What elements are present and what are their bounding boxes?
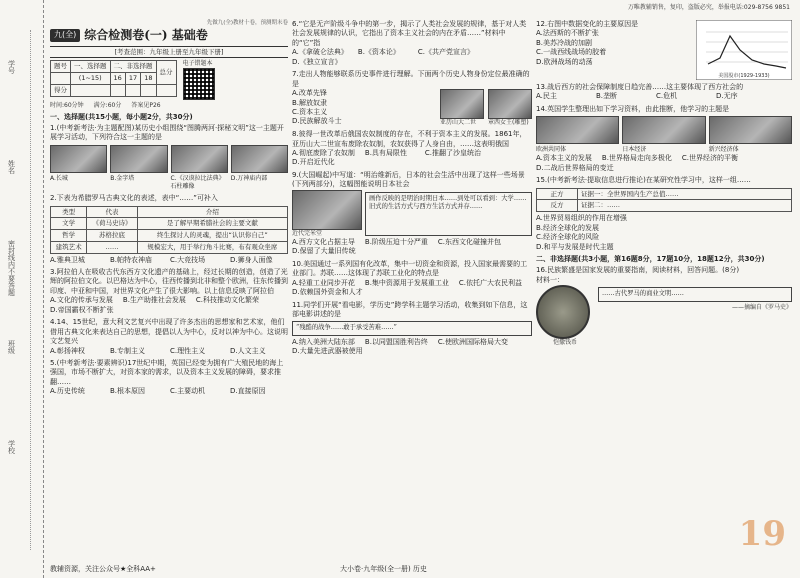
score-cell: 题号 — [51, 61, 71, 73]
question-text: 16.民族繁盛是国家发展的重要指南，阅读材料，回答问题。(8分) — [536, 266, 740, 275]
option-b[interactable]: B.世界格局走向多极化 — [601, 154, 672, 163]
table-cell: 规模宏大，用于举行角斗比赛，布有观众坐席 — [137, 241, 287, 253]
table-cell: 哲学 — [51, 230, 87, 242]
options — [292, 48, 532, 67]
options — [536, 92, 792, 101]
option-d[interactable]: D.和平与发展是时代主题 — [536, 242, 614, 251]
portrait-2 — [488, 89, 532, 127]
option-d[interactable]: D.民族解放斗士 — [292, 117, 342, 126]
option-a[interactable]: A.西方文化占据主导 — [292, 237, 355, 246]
option-c[interactable]: C.推翻了沙皇统治 — [424, 149, 482, 158]
option-b[interactable]: B.集中资源用于发展重工业 — [364, 278, 449, 287]
option-d[interactable]: D.依赖国外资金和人才 — [292, 288, 363, 297]
material-box: “残酷的战争……敢于承受苦难……” — [292, 321, 532, 336]
photo-great-wall — [50, 145, 107, 173]
question-text: 9.(大国崛起)中写道：“明治维新后，日本的社会生活中出现了这样一些场景(下列两部分)，这幅图能说明日本社会 — [292, 170, 525, 189]
copyright-note: 万唯教辅销售，复印，盗版必究，举报电话:029-8756 9851 — [627, 4, 790, 11]
header-note: 先做九(全)教材十卷，预测期末卷 — [206, 20, 288, 26]
portrait-photo — [440, 89, 484, 119]
time-limit: 时间:60分钟 — [50, 102, 84, 110]
score-area — [50, 60, 288, 100]
option-c[interactable]: C.经济全球化的风险 — [536, 233, 600, 242]
table-cell: 证据二：…… — [577, 200, 791, 212]
table-cell: 介绍 — [137, 206, 287, 218]
option-d[interactable]: D.帝国霸权不断扩张 — [50, 305, 114, 314]
option-a[interactable]: A.纳入美洲大陆东部 — [292, 337, 355, 346]
options — [536, 29, 692, 67]
options — [292, 89, 436, 127]
painting — [292, 190, 362, 238]
material-source: ——摘编自《罗马史》 — [731, 303, 792, 311]
option-d[interactable]: D.人文主义 — [230, 346, 266, 355]
option-c[interactable]: C.科技推动文化繁荣 — [195, 296, 260, 305]
table-cell: 是了解早期希腊社会的主要文献 — [137, 218, 287, 230]
coin-icon — [536, 285, 590, 339]
option-c[interactable]: C.世界经济的平衡 — [681, 154, 739, 163]
chart-frame — [696, 20, 792, 80]
option-a[interactable]: A.历史传统 — [50, 387, 85, 396]
evidence-table — [536, 188, 792, 213]
option-c[interactable]: C.危机 — [656, 92, 678, 101]
option-d[interactable]: D.欧洲战场的动荡 — [536, 57, 593, 66]
question-text: 1.(中考新考法·为主题配图)某历史小组围绕“图腾两河·探秘文明”这一主题开展学习活动，下列符合这一主题的是 — [50, 124, 284, 142]
table-cell: 建筑艺术 — [51, 241, 87, 253]
caption: 欧洲共同体 — [536, 146, 567, 154]
portrait-1 — [440, 89, 484, 127]
question-text: 6.“它是无产阶级斗争中的第一步，揭示了人类社会发展的规律，基于对人类社会发展规律的认识，它指出了资本主义社会的内在矛盾……”材料中的“它”指 — [292, 20, 527, 47]
option-a[interactable]: A.资本主义的发展 — [536, 154, 592, 163]
option-c[interactable]: C.理性主义 — [170, 346, 206, 355]
option-b[interactable]: B.生产助推社会发展 — [122, 296, 186, 305]
question-text: 7.走出人物能够联系历史事件进行理解。下面两个历史人物身份定位最准确的是 — [292, 70, 530, 88]
score-input-cell[interactable] — [156, 84, 176, 96]
option-a[interactable]: A.《拿破仑法典》 — [292, 48, 348, 57]
question-text: 3.阿拉伯人在吸收古代东西方文化遗产的基础上，经过长期的创造，创造了光辉的阿拉伯文化。以巴格达为中心，往西传播到北非和整个欧洲，往东传播到印度、中亚和中国，对世界文化产生了很大影响。以上信息反映了阿拉伯 — [50, 268, 288, 295]
chart-legend: 美国股市(1929-1933) — [718, 73, 770, 79]
strip-label-name: 姓名 — [7, 160, 16, 174]
options — [292, 238, 532, 257]
photo-hammurabi-stele — [171, 145, 228, 173]
question-text: 5.(中考新考法·要素辨识)17世纪中期，英国已经变为拥有广大殖民地的海上强国，市场不断扩大，对资本家的需求，以及资本主义发展的障碍，要求推翻…… — [50, 358, 284, 386]
score-input-cell[interactable] — [110, 84, 125, 96]
option-c[interactable]: C.东西文化碰撞并包 — [437, 237, 502, 246]
option-d[interactable]: D.开启近代化 — [292, 158, 335, 167]
section-1-title: 一、选择题(共15小题，每小题2分，共30分) — [50, 112, 193, 121]
coin-caption: 恺撒钱币 — [552, 339, 577, 347]
time-line — [50, 102, 288, 110]
option-label[interactable]: B.金字塔 — [110, 174, 135, 182]
question-text: 14.英国学生整理出如下学习资料，由此推断，他学习的主题是 — [536, 104, 730, 113]
photo-2 — [622, 116, 705, 144]
option-b[interactable]: B.专制主义 — [110, 346, 146, 355]
portrait-caption: 亚历山大二世 — [440, 119, 477, 127]
painting-caption: 近代完米堂 — [292, 229, 323, 237]
column-1 — [50, 20, 288, 400]
options — [292, 149, 532, 168]
q9-material — [292, 190, 532, 238]
option-a[interactable]: A.世界贸易组织的作用在增强 — [536, 214, 627, 223]
question-12 — [536, 20, 792, 80]
material-label: 材料一： — [536, 275, 564, 284]
photo-pyramid — [110, 145, 167, 173]
question-text: 4.14、15世纪，意大利文艺复兴中出现了许多杰出的思想家和艺术家，他们借用古典文化来表达自己的思想，提倡以人为中心，反对以神为中心。这说明文艺复兴 — [50, 318, 288, 346]
score-input-cell[interactable] — [125, 84, 140, 96]
section-2-title: 二、非选择题(共3小题，第16题8分，17题10分，18题12分，共30分) — [536, 255, 765, 263]
table-cell: 正方 — [537, 188, 578, 200]
option-a[interactable]: A.文化的传承与发展 — [50, 296, 113, 305]
option-label[interactable]: D.万神庙内部 — [230, 174, 268, 182]
options — [292, 338, 532, 357]
culture-table — [50, 206, 288, 254]
question-text: 8.彼得一世改革后俄国农奴制度的存在，不利于资本主义的发展。1861年，亚历山大二世宣布废除农奴制，农奴获得了人身自由，……这表明俄国 — [292, 130, 527, 148]
score-cell: 得分 — [51, 84, 71, 96]
option-d[interactable]: D.保留了大量旧传统 — [292, 247, 356, 256]
options — [50, 387, 288, 396]
option-b[interactable]: B.以同盟国胜利告终 — [364, 337, 428, 346]
qr-block — [183, 60, 215, 100]
question-1 — [50, 124, 288, 191]
strip-label-school: 学校 — [7, 440, 16, 454]
options — [536, 214, 792, 252]
option-d[interactable]: D.二战后世界格局的变迁 — [536, 163, 614, 172]
material-text — [598, 285, 792, 347]
grade-badge: 九(全) — [50, 29, 80, 42]
strip-label-seal: 密封线内不要答题 — [7, 240, 16, 296]
table-cell: 代表 — [87, 206, 137, 218]
option-a[interactable]: A.民主 — [536, 92, 557, 101]
option-a[interactable]: A.彰扬神权 — [50, 346, 85, 355]
question-4 — [50, 318, 288, 356]
question-5 — [50, 359, 288, 397]
option-c[interactable]: C.《共产党宣言》 — [417, 48, 475, 57]
option-d[interactable]: D.狮身人面像 — [230, 255, 273, 264]
option-a[interactable]: A.法西斯的不断扩张 — [536, 29, 599, 38]
table-cell: 文学 — [51, 218, 87, 230]
question-15 — [536, 176, 792, 252]
stock-line-chart — [696, 20, 792, 80]
statue-photo — [488, 89, 532, 119]
option-d[interactable]: D.大量先进武器被使用 — [292, 347, 363, 356]
table-cell: 苏格拉底 — [87, 230, 137, 242]
question-14 — [536, 105, 792, 173]
question-text: 15.(中考新考法·提取信息进行推论)在某研究性学习中，这样一组…… — [536, 176, 751, 185]
option-b[interactable]: B.根本原因 — [110, 387, 146, 396]
full-score: 满分:60分 — [93, 102, 122, 110]
option-c[interactable]: C.使欧洲国际格局大变 — [437, 337, 509, 346]
option-b[interactable]: B.《资本论》 — [357, 48, 400, 57]
q7-body — [292, 89, 532, 127]
page-number: 19 — [738, 514, 786, 555]
coin-figure — [536, 285, 594, 347]
scope-line: [考查范围：九年级上册至九年级下册] — [50, 46, 288, 59]
score-cell: 17 — [125, 73, 140, 85]
option-label[interactable]: C.《汉谟拉比法典》石柱雕像 — [170, 174, 225, 190]
table-cell: …… — [87, 241, 137, 253]
strip-label-class: 班级 — [7, 340, 16, 354]
option-a[interactable]: A.改革先锋 — [292, 89, 327, 98]
score-cell: 一、选择题 — [71, 61, 111, 73]
option-b[interactable]: B.美苏冷战的加剧 — [536, 38, 593, 47]
statue-caption: 章西女王(雕塑) — [488, 119, 529, 127]
options — [50, 296, 288, 315]
question-8 — [292, 130, 532, 168]
question-6 — [292, 20, 532, 67]
photo-1 — [536, 116, 619, 144]
caption: 新兴经济体 — [708, 146, 739, 154]
table-cell: 终生探讨人的灵魂，提出“认识你自己” — [137, 230, 287, 242]
score-table — [50, 60, 177, 96]
option-b[interactable]: B.帕特农神庙 — [110, 255, 153, 264]
score-cell: (1~15) — [71, 73, 111, 85]
question-2 — [50, 194, 288, 265]
score-input-cell[interactable] — [71, 84, 111, 96]
question-13 — [536, 83, 792, 102]
question-10 — [292, 260, 532, 298]
option-a[interactable]: A.轻重工业同步开花 — [292, 278, 355, 287]
column-2 — [292, 20, 532, 360]
option-c[interactable]: C.主要动机 — [170, 387, 206, 396]
option-b[interactable]: B.解放奴隶 — [292, 98, 328, 107]
table-cell: 《荷马史诗》 — [87, 218, 137, 230]
column-3 — [536, 20, 792, 350]
question-text: 10.美国通过一系列国有化改革，集中一切资金和资源，投入国家最需要的工业部门。苏联……这体现了苏联工业化的特点是 — [292, 259, 528, 278]
qr-code-icon[interactable] — [183, 68, 215, 100]
table-cell: 反方 — [537, 200, 578, 212]
option-c[interactable]: C.资本主义 — [292, 107, 328, 116]
option-b[interactable]: B.垄断 — [596, 92, 618, 101]
score-cell — [51, 73, 71, 85]
option-b[interactable]: B.具有局限性 — [364, 149, 407, 158]
option-c[interactable]: C.依托广大农民利益 — [458, 278, 523, 287]
strip-label-id: 学号 — [7, 60, 16, 74]
question-3 — [50, 268, 288, 315]
question-7 — [292, 70, 532, 127]
score-cell: 16 — [110, 73, 125, 85]
options — [50, 256, 288, 265]
option-a[interactable]: A.雅典卫城 — [50, 255, 85, 264]
option-label[interactable]: A.长城 — [50, 174, 68, 182]
binding-strip — [0, 0, 44, 578]
question-text: 11.同学们开展“看电影，学历史”跨学科主题学习活动，收集到如下信息，这部电影讲述的是 — [292, 300, 528, 318]
paper-header — [50, 27, 288, 43]
table-cell: 类型 — [51, 206, 87, 218]
material-box: ……古代罗马的商业文明…… — [598, 287, 792, 302]
option-b[interactable]: B.经济全球化的发展 — [536, 223, 600, 232]
score-cell: 二、非选择题 — [110, 61, 156, 73]
options — [50, 347, 288, 356]
question-text: 12.右图中数据变化的主要原因是 — [536, 20, 639, 28]
image-row — [536, 116, 792, 144]
question-9 — [292, 171, 532, 257]
caption: 日本经济 — [622, 146, 647, 154]
question-11 — [292, 301, 532, 357]
material-box: 画作反映的是明治时期日本……到处可以看到：大学……旧式的生活方式与西方生活方式并存…… — [365, 192, 532, 236]
score-cell: 18 — [141, 73, 156, 85]
qr-label: 电子错题本 — [182, 60, 213, 68]
options — [536, 154, 792, 173]
paper-title: 综合检测卷(一) 基础卷 — [84, 28, 208, 43]
option-d[interactable]: D.无序 — [716, 92, 738, 101]
question-text: 13.战后西方的社会保障制度日趋完善……这主要体现了西方社会的 — [536, 83, 744, 91]
option-d[interactable]: D.直接原因 — [230, 387, 266, 396]
caption-row — [50, 175, 288, 191]
option-d[interactable]: D.《独立宣言》 — [292, 57, 342, 66]
options — [292, 279, 532, 298]
score-cell: 总分 — [156, 61, 176, 85]
painting-image — [292, 190, 362, 230]
photo-3 — [709, 116, 792, 144]
photo-pantheon — [231, 145, 288, 173]
option-a[interactable]: A.彻底废除了农奴制 — [292, 149, 355, 158]
option-c[interactable]: C.一战西线战场的胶着 — [536, 48, 607, 57]
image-row — [50, 145, 288, 173]
score-input-cell[interactable] — [141, 84, 156, 96]
footer-center: 大小卷·九年级(全一册) 历史 — [340, 564, 427, 573]
seal-line — [30, 30, 31, 550]
footer-left: 教辅资源，关注公众号★全科AA+ — [50, 564, 156, 573]
question-16 — [536, 266, 792, 347]
option-c[interactable]: C.大竞技场 — [170, 255, 206, 264]
question-text: 2.下表为希腊罗马古典文化的表述，表中“……”可补入 — [50, 194, 218, 203]
q16-material — [536, 285, 792, 347]
answer-ref: 答案见P26 — [131, 102, 161, 110]
table-cell: 证据一：全世界国内生产总值…… — [577, 188, 791, 200]
option-b[interactable]: B.阶级压迫十分严重 — [364, 237, 428, 246]
